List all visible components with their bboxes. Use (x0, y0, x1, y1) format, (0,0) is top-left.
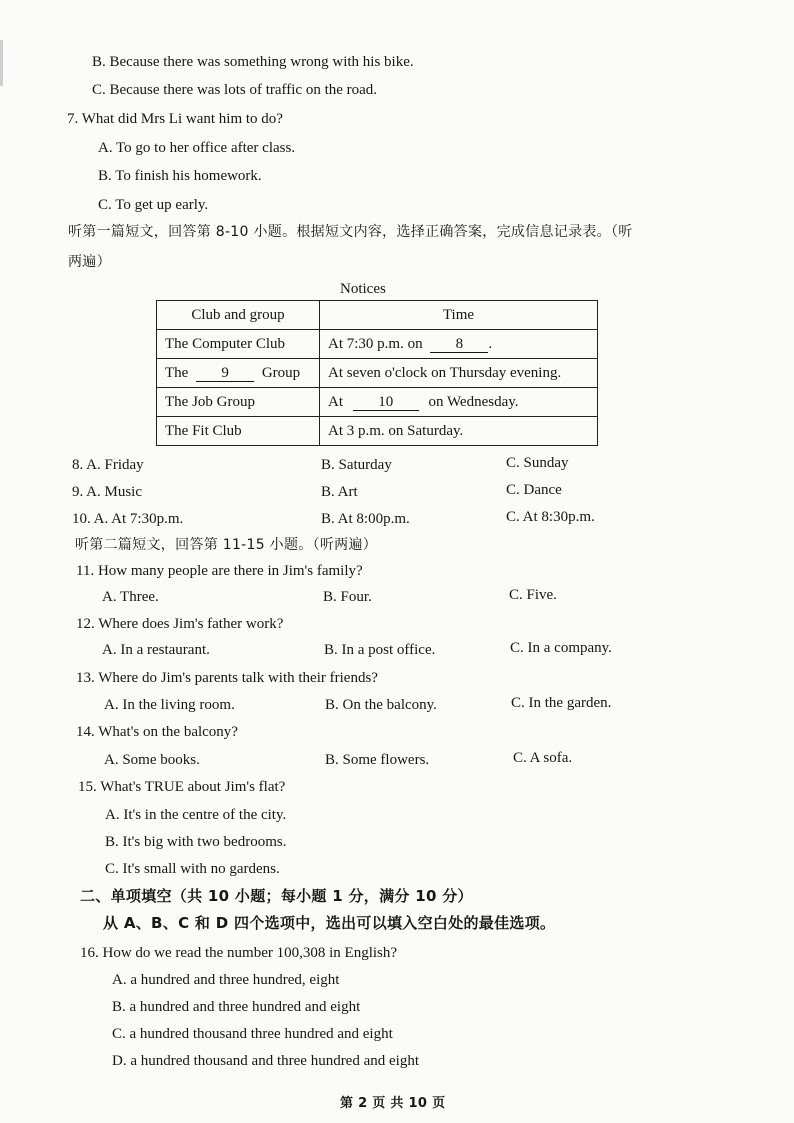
table-cell-club: The Fit Club (157, 417, 320, 446)
table-row (157, 330, 598, 359)
table-cell-club (157, 359, 320, 388)
q9-option-c: C. Dance (506, 482, 562, 498)
table-cell-time: At seven o'clock on Thursday evening. (320, 359, 598, 388)
answer-blank-10: 10 (353, 394, 419, 411)
q7-question: 7. What did Mrs Li want him to do? (67, 111, 283, 127)
q10-option-a: 10. A. At 7:30p.m. (72, 511, 184, 527)
q7-option-a: A. To go to her office after class. (98, 140, 296, 156)
q12-question: 12. Where does Jim's father work? (76, 616, 284, 632)
q15-question: 15. What's TRUE about Jim's flat? (78, 779, 286, 795)
table-header-club: Club and group (157, 301, 320, 330)
q16-option-c: C. a hundred thousand three hundred and eight (112, 1026, 393, 1042)
answer-blank-8: 8 (430, 336, 488, 353)
table-row (157, 417, 598, 446)
q7-option-b: B. To finish his homework. (98, 168, 262, 184)
section2-heading: 二、单项填空（共 10 小题；每小题 1 分，满分 10 分） (80, 887, 473, 905)
table-cell-time: At 3 p.m. on Saturday. (320, 417, 598, 446)
q14-option-c: C. A sofa. (513, 750, 573, 766)
q11-option-a: A. Three. (102, 589, 159, 605)
q14-question: 14. What's on the balcony? (76, 724, 238, 740)
q6-option-c: C. Because there was lots of traffic on the road. (92, 82, 378, 98)
q8-option-b: B. Saturday (321, 457, 392, 473)
q6-option-b: B. Because there was something wrong with his bike. (92, 54, 414, 70)
table-header-time: Time (320, 301, 598, 330)
club-text: Group (261, 364, 301, 381)
answer-blank-9: 9 (196, 365, 254, 382)
table-cell-time (320, 330, 598, 359)
table-cell-club: The Job Group (157, 388, 320, 417)
notices-title: Notices (340, 281, 386, 297)
q13-option-c: C. In the garden. (511, 695, 612, 711)
section2-instruction: 从 A、B、C 和 D 四个选项中，选出可以填入空白处的最佳选项。 (103, 914, 556, 932)
q11-option-b: B. Four. (323, 589, 372, 605)
notices-table (156, 300, 598, 446)
time-text: At (328, 393, 343, 410)
passage1-instruction-line1: 听第一篇短文，回答第 8-10 小题。根据短文内容，选择正确答案，完成信息记录表。（听 (68, 224, 633, 240)
time-text: . (488, 335, 493, 352)
q10-option-c: C. At 8:30p.m. (506, 509, 595, 525)
q15-option-b: B. It's big with two bedrooms. (105, 834, 287, 850)
time-text: At 7:30 p.m. on (328, 335, 423, 352)
q11-question: 11. How many people are there in Jim's family? (76, 563, 363, 579)
q12-option-a: A. In a restaurant. (102, 642, 210, 658)
club-text: The (165, 364, 189, 381)
table-row (157, 388, 598, 417)
q16-question: 16. How do we read the number 100,308 in English? (80, 945, 398, 961)
q11-option-c: C. Five. (509, 587, 557, 603)
q12-option-c: C. In a company. (510, 640, 612, 656)
q9-option-b: B. Art (321, 484, 358, 500)
q8-option-c: C. Sunday (506, 455, 569, 471)
q12-option-b: B. In a post office. (324, 642, 436, 658)
table-cell-club: The Computer Club (157, 330, 320, 359)
table-header-row (157, 301, 598, 330)
q16-option-d: D. a hundred thousand and three hundred and eight (112, 1053, 419, 1069)
q13-question: 13. Where do Jim's parents talk with their friends? (76, 670, 378, 686)
q15-option-c: C. It's small with no gardens. (105, 861, 280, 877)
q16-option-b: B. a hundred and three hundred and eight (112, 999, 361, 1015)
passage1-instruction-line2: 两遍） (68, 254, 111, 270)
q7-option-c: C. To get up early. (98, 197, 209, 213)
table-row (157, 359, 598, 388)
page-number: 第 2 页 共 10 页 (340, 1096, 446, 1111)
q14-option-b: B. Some flowers. (325, 752, 430, 768)
q13-option-b: B. On the balcony. (325, 697, 437, 713)
q14-option-a: A. Some books. (104, 752, 200, 768)
time-text: on Wednesday. (428, 393, 519, 410)
scan-edge-mark (0, 40, 3, 86)
q13-option-a: A. In the living room. (104, 697, 235, 713)
q16-option-a: A. a hundred and three hundred, eight (112, 972, 340, 988)
q8-option-a: 8. A. Friday (72, 457, 144, 473)
table-cell-time (320, 388, 598, 417)
passage2-instruction: 听第二篇短文，回答第 11-15 小题。（听两遍） (75, 537, 378, 553)
q9-option-a: 9. A. Music (72, 484, 143, 500)
q10-option-b: B. At 8:00p.m. (321, 511, 410, 527)
q15-option-a: A. It's in the centre of the city. (105, 807, 287, 823)
